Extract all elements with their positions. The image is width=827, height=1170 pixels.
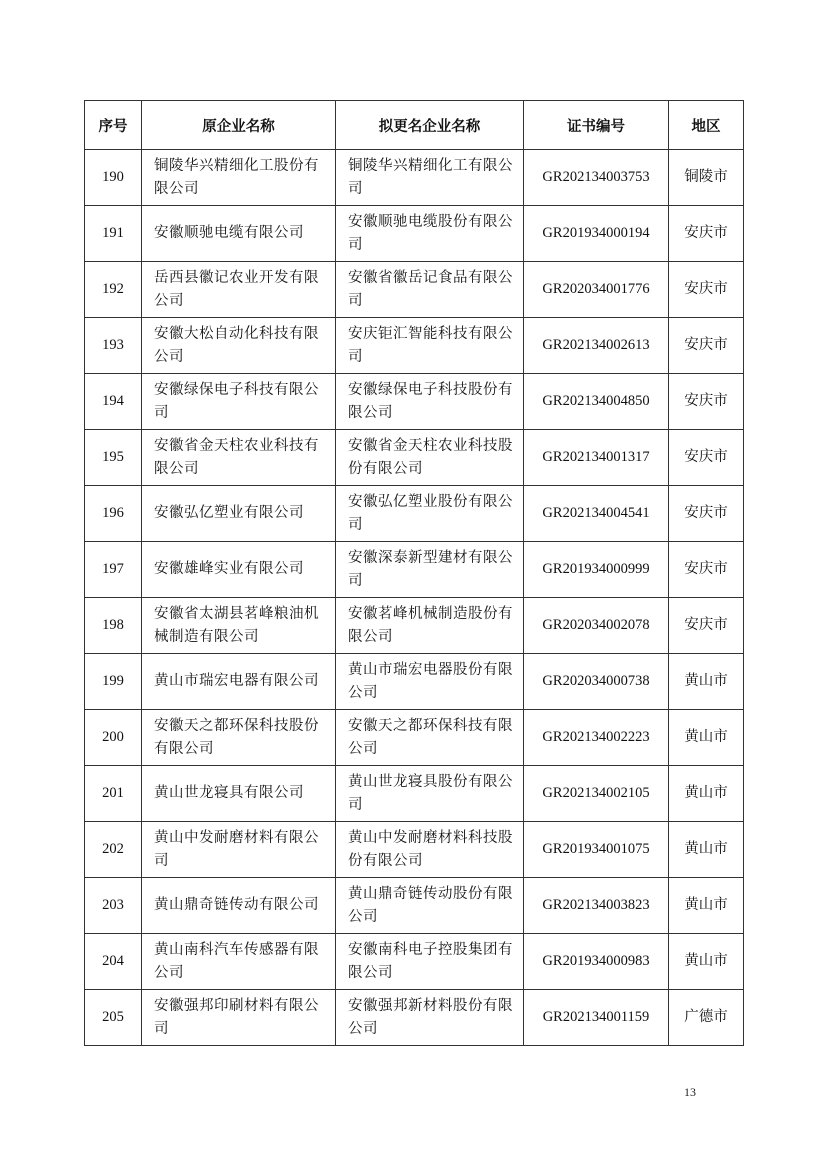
cell-serial-number: 191: [85, 206, 142, 262]
cell-certificate-number: GR202134001159: [524, 990, 669, 1046]
cell-original-name: 黄山世龙寝具有限公司: [142, 766, 336, 822]
cell-region: 安庆市: [669, 486, 744, 542]
cell-new-name: 安徽绿保电子科技股份有限公司: [336, 374, 524, 430]
header-new-name: 拟更名企业名称: [336, 101, 524, 150]
header-certificate-number: 证书编号: [524, 101, 669, 150]
cell-certificate-number: GR202134002223: [524, 710, 669, 766]
cell-new-name: 黄山世龙寝具股份有限公司: [336, 766, 524, 822]
table-row: [85, 542, 744, 598]
cell-new-name: 安庆钜汇智能科技有限公司: [336, 318, 524, 374]
header-original-name: 原企业名称: [142, 101, 336, 150]
table-row: [85, 598, 744, 654]
cell-region: 铜陵市: [669, 150, 744, 206]
cell-original-name: 黄山市瑞宏电器有限公司: [142, 654, 336, 710]
cell-serial-number: 196: [85, 486, 142, 542]
cell-serial-number: 202: [85, 822, 142, 878]
cell-certificate-number: GR202134002613: [524, 318, 669, 374]
cell-original-name: 安徽强邦印刷材料有限公司: [142, 990, 336, 1046]
cell-new-name: 安徽茗峰机械制造股份有限公司: [336, 598, 524, 654]
cell-serial-number: 198: [85, 598, 142, 654]
table-header-row: [85, 101, 744, 150]
cell-certificate-number: GR202034000738: [524, 654, 669, 710]
table-row: [85, 486, 744, 542]
cell-certificate-number: GR202134004850: [524, 374, 669, 430]
company-rename-table: [84, 100, 744, 1046]
cell-original-name: 安徽省金天柱农业科技有限公司: [142, 430, 336, 486]
cell-serial-number: 201: [85, 766, 142, 822]
cell-original-name: 安徽绿保电子科技有限公司: [142, 374, 336, 430]
cell-certificate-number: GR202034001776: [524, 262, 669, 318]
table-row: [85, 934, 744, 990]
cell-region: 广德市: [669, 990, 744, 1046]
cell-certificate-number: GR202134003753: [524, 150, 669, 206]
cell-region: 安庆市: [669, 262, 744, 318]
cell-original-name: 安徽大松自动化科技有限公司: [142, 318, 336, 374]
cell-region: 安庆市: [669, 318, 744, 374]
cell-original-name: 黄山鼎奇链传动有限公司: [142, 878, 336, 934]
cell-region: 安庆市: [669, 430, 744, 486]
header-region: 地区: [669, 101, 744, 150]
page-number: 13: [684, 1085, 696, 1099]
table-row: [85, 766, 744, 822]
cell-original-name: 铜陵华兴精细化工股份有限公司: [142, 150, 336, 206]
cell-certificate-number: GR201934000194: [524, 206, 669, 262]
table-row: [85, 654, 744, 710]
table-row: [85, 990, 744, 1046]
cell-serial-number: 195: [85, 430, 142, 486]
cell-original-name: 黄山南科汽车传感器有限公司: [142, 934, 336, 990]
table-row: [85, 822, 744, 878]
table-row: [85, 710, 744, 766]
table-row: [85, 878, 744, 934]
cell-serial-number: 205: [85, 990, 142, 1046]
table-row: [85, 374, 744, 430]
table-row: [85, 430, 744, 486]
cell-new-name: 安徽顺驰电缆股份有限公司: [336, 206, 524, 262]
cell-region: 安庆市: [669, 206, 744, 262]
table-row: [85, 262, 744, 318]
cell-new-name: 安徽弘亿塑业股份有限公司: [336, 486, 524, 542]
cell-serial-number: 197: [85, 542, 142, 598]
cell-region: 黄山市: [669, 934, 744, 990]
cell-certificate-number: GR202134002105: [524, 766, 669, 822]
cell-region: 黄山市: [669, 822, 744, 878]
cell-serial-number: 204: [85, 934, 142, 990]
cell-serial-number: 194: [85, 374, 142, 430]
cell-region: 安庆市: [669, 374, 744, 430]
cell-region: 黄山市: [669, 654, 744, 710]
cell-certificate-number: GR201934000983: [524, 934, 669, 990]
cell-serial-number: 193: [85, 318, 142, 374]
cell-original-name: 安徽弘亿塑业有限公司: [142, 486, 336, 542]
table-row: [85, 150, 744, 206]
cell-serial-number: 190: [85, 150, 142, 206]
cell-region: 黄山市: [669, 766, 744, 822]
cell-new-name: 安徽天之都环保科技有限公司: [336, 710, 524, 766]
cell-certificate-number: GR202134001317: [524, 430, 669, 486]
table-row: [85, 318, 744, 374]
cell-new-name: 安徽深泰新型建材有限公司: [336, 542, 524, 598]
cell-original-name: 安徽顺驰电缆有限公司: [142, 206, 336, 262]
cell-new-name: 安徽省徽岳记食品有限公司: [336, 262, 524, 318]
cell-new-name: 安徽南科电子控股集团有限公司: [336, 934, 524, 990]
cell-original-name: 安徽省太湖县茗峰粮油机械制造有限公司: [142, 598, 336, 654]
cell-original-name: 黄山中发耐磨材料有限公司: [142, 822, 336, 878]
cell-certificate-number: GR201934000999: [524, 542, 669, 598]
cell-new-name: 黄山市瑞宏电器股份有限公司: [336, 654, 524, 710]
cell-serial-number: 203: [85, 878, 142, 934]
header-serial-number: 序号: [85, 101, 142, 150]
cell-new-name: 铜陵华兴精细化工有限公司: [336, 150, 524, 206]
cell-new-name: 黄山鼎奇链传动股份有限公司: [336, 878, 524, 934]
cell-region: 安庆市: [669, 598, 744, 654]
cell-new-name: 黄山中发耐磨材料科技股份有限公司: [336, 822, 524, 878]
cell-region: 安庆市: [669, 542, 744, 598]
cell-new-name: 安徽省金天柱农业科技股份有限公司: [336, 430, 524, 486]
table-row: [85, 206, 744, 262]
cell-certificate-number: GR202134004541: [524, 486, 669, 542]
cell-original-name: 安徽雄峰实业有限公司: [142, 542, 336, 598]
document-table-container: [84, 100, 743, 1046]
cell-original-name: 岳西县徽记农业开发有限公司: [142, 262, 336, 318]
cell-original-name: 安徽天之都环保科技股份有限公司: [142, 710, 336, 766]
cell-new-name: 安徽强邦新材料股份有限公司: [336, 990, 524, 1046]
cell-serial-number: 200: [85, 710, 142, 766]
cell-certificate-number: GR201934001075: [524, 822, 669, 878]
cell-region: 黄山市: [669, 878, 744, 934]
cell-region: 黄山市: [669, 710, 744, 766]
cell-certificate-number: GR202134003823: [524, 878, 669, 934]
cell-serial-number: 199: [85, 654, 142, 710]
cell-certificate-number: GR202034002078: [524, 598, 669, 654]
table-body: [85, 150, 744, 1046]
cell-serial-number: 192: [85, 262, 142, 318]
